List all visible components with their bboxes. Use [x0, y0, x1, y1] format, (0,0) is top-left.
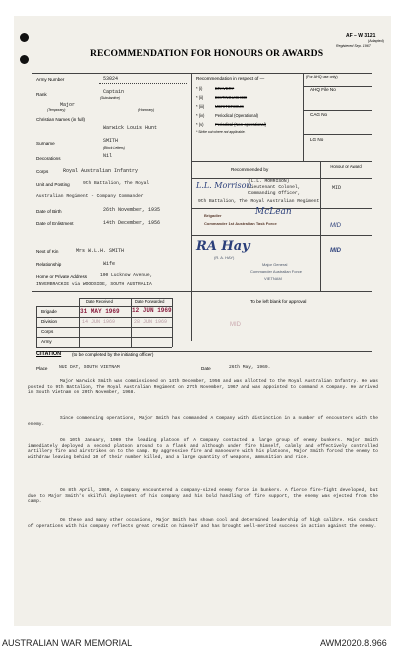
corps-value: Royal Australian Infantry [63, 168, 139, 174]
stamp-division-received: 14 JUN 1969 [82, 319, 116, 325]
date-received-header: Date Received [86, 299, 113, 304]
rank-temporary-value: Major [60, 102, 76, 108]
army-number-label: Army Number [36, 77, 65, 82]
option-distinguished: DISTINGUISHED [215, 95, 248, 100]
option-bravery: BRAVERY [215, 86, 235, 91]
row-division: Division [41, 319, 58, 324]
decorations-value: Nil [103, 153, 113, 159]
dob-label: Date of Birth [36, 209, 62, 214]
stamp-hay-name: (R. A. HAY) [214, 255, 235, 260]
next-of-kin-label: Next of Kin [36, 249, 59, 254]
citation-paragraph-2: Since commencing operations, Major Smith has commanded A Company with distinction in a number of encounters with the enemy. [28, 416, 378, 427]
recommender-1-role: Commanding Officer, [248, 191, 301, 196]
rule [303, 110, 372, 111]
stamp-hay-role: Commander Australian Force [250, 269, 303, 274]
stamp-brigade-forwarded: 12 JUN 1969 [132, 307, 172, 314]
recommendation-header: Recommendation in respect of — [196, 76, 265, 81]
address-label: Home or Private Address [36, 274, 88, 279]
rank-label: Rank [36, 92, 47, 97]
stamp-hay-rank: Major General [262, 262, 288, 267]
recommended-by-header: Recommended by [231, 167, 269, 172]
dob-value: 26th November, 1935 [103, 207, 161, 213]
christian-names-value: Warwick Louis Hunt [103, 125, 158, 131]
footer-institution: AUSTRALIAN WAR MEMORIAL [2, 638, 133, 648]
citation-paragraph-5: On these and many other occasions, Major Smith has shown cool and determined leadership of high calibre. His conduct of operations with his company reflects great credit on himself and has brought well-merited success in action against the enemy. [28, 518, 378, 529]
rule [191, 161, 372, 162]
option-periodical-non-operational: Periodical (Non-operational) [215, 122, 266, 127]
rank-temporary-note: (Temporary) [47, 108, 66, 112]
christian-names-label: Christian Names (in full) [36, 117, 86, 122]
ahq-file-label: AHQ File No [310, 87, 336, 92]
rule [32, 73, 372, 74]
army-number-value: 53024 [103, 76, 119, 82]
recommender-3-award: MID [330, 248, 341, 254]
option-mark: * (ii) [196, 95, 204, 100]
rank-honorary-note: (Honorary) [138, 108, 155, 112]
corps-label: Corps [36, 169, 49, 174]
place-label: Place [36, 366, 48, 371]
rule [191, 73, 192, 341]
form-registration: Registered Sep. 1967 [336, 44, 371, 48]
stamp-brigade-received: 31 MAY 1969 [80, 308, 120, 315]
date-label: Date [201, 366, 211, 371]
recommender-1-award: MID [332, 185, 342, 191]
option-periodical-operational: Periodical (Operational) [215, 113, 259, 118]
date-value: 26th May, 1969. [229, 365, 271, 370]
approval-blank-note: To be left blank for approval [250, 299, 307, 304]
next-of-kin-value: Mrs W.L.H. SMITH [76, 248, 125, 254]
signature-hay: RA Hay [196, 239, 250, 254]
citation-paragraph-4: On 8th April, 1969, A Company encountered a company-sized enemy force in bunkers. A fierce fire-fight developed, but due to Major Smith's skilful deployment of his company and his bold handling of fire support, the enemy was ejected from the camp. [28, 488, 378, 505]
rule [191, 291, 372, 292]
rule [320, 161, 321, 291]
rule [32, 291, 191, 292]
signature-morrison: L.L. Morrison [196, 181, 252, 190]
unit-value-line1: 9th Battalion, The Royal [83, 181, 150, 186]
stamp-division-forwarded: 28 JUN 1969 [134, 319, 168, 325]
enlistment-label: Date of Enlistment [36, 221, 74, 226]
row-brigade: Brigade [41, 309, 57, 314]
surname-label: Surname [36, 141, 55, 146]
relationship-label: Relationship [36, 262, 62, 267]
unit-value-line2: Australian Regiment - Company Commander [36, 194, 144, 199]
citation-paragraph-3: On 10th January, 1969 the leading platoon of A Company contacted a large group of enemy bunkers. Major Smith immediately deployed a second platoon around to a flank and although under fire himself, calmly and effectively controlled artillery fire and airstrikes on to the camp. By aggressive fire and manoeuvre with his platoons, Major Smith forced the enemy to withdraw leaving behind 10 of their number killed, and a large quantity of weapons, ammunition and rice. [28, 438, 378, 461]
unit-label: Unit and Posting [36, 182, 70, 187]
citation-note: (to be completed by the initiating officer) [72, 352, 154, 357]
stamp-task-force: Commander 1st Australian Task Force [204, 221, 277, 226]
rule [303, 134, 372, 135]
approval-mark: MID [230, 322, 241, 328]
signature-mclean: McLean [255, 207, 292, 217]
form-title: RECOMMENDATION FOR HONOURS OR AWARDS [90, 48, 324, 59]
recommender-1-rank: Lieutenant Colonel, [248, 185, 301, 190]
rule [191, 235, 372, 236]
enlistment-value: 14th December, 1956 [103, 220, 161, 226]
form-code-note: (Adapted) [368, 39, 384, 43]
address-value-line2: INVERBRACKIE via WOODSIDE, SOUTH AUSTRALIA [36, 282, 152, 287]
row-army: Army [41, 339, 52, 344]
footer-accession-number: AWM2020.8.966 [320, 638, 387, 648]
punch-hole [20, 33, 29, 42]
surname-note: (Block Letters) [103, 146, 125, 150]
option-mark: * (i) [196, 86, 203, 91]
place-value: NUI DAT, SOUTH VIETNAM [59, 365, 120, 370]
relationship-value: Wife [103, 261, 116, 267]
decorations-label: Decorations [36, 156, 61, 161]
option-meritorious: MERITORIOUS [215, 104, 244, 109]
recommender-2-award: MID [330, 223, 341, 229]
surname-value: SMITH [103, 138, 119, 144]
stamp-brigadier: Brigadier [204, 213, 222, 218]
citation-label: CITATION [36, 351, 62, 357]
rank-substantive-value: Captain [103, 89, 125, 95]
option-mark: * (iv) [196, 113, 205, 118]
ahq-use-note: (For AHQ use only) [306, 75, 338, 79]
date-forwarded-header: Date Forwarded [135, 299, 165, 304]
stamp-hay-country: VIETNAM [264, 276, 282, 281]
strike-note: * Strike out where not applicable. [196, 130, 246, 134]
citation-paragraph-1: Major Warwick Smith was commissioned on 14th December, 1956 and was allotted to the Royal Australian Infantry. He was posted to 9th Battalion, The Royal Australian Regiment on 27th November, 1967 and was appointed to command A Company. He arrived in South Vietnam on 20th November, 1968. [28, 379, 378, 396]
option-mark: * (v) [196, 122, 204, 127]
recommender-1-unit: 9th Battalion, The Royal Australian Regiment [198, 199, 320, 204]
form-code: AF – W 3121 [346, 33, 376, 39]
punch-hole [20, 55, 29, 64]
cag-label: CAG No [310, 112, 328, 117]
option-mark: * (iii) [196, 104, 205, 109]
address-value-line1: 100 Lucknow Avenue, [100, 273, 153, 278]
lg-label: LG No [310, 137, 324, 142]
rank-substantive-note: (Substantive) [100, 96, 120, 100]
row-corps: Corps [41, 329, 54, 334]
recommender-1-name: (L.L. MORRISON) [248, 179, 290, 184]
award-header: Honour or Award [330, 164, 362, 169]
